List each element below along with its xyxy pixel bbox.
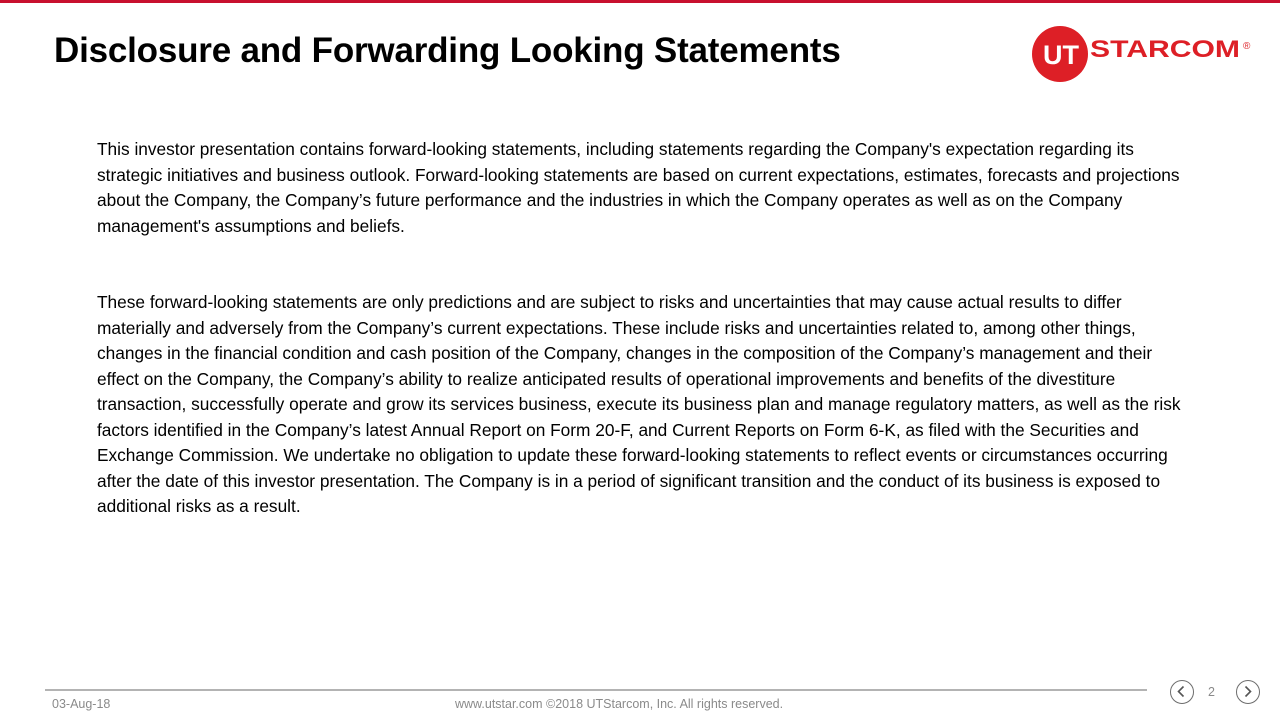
- logo-wordmark: STARCOM: [1090, 36, 1240, 63]
- top-accent-rule: [0, 0, 1280, 3]
- footer-date: 03-Aug-18: [52, 697, 111, 711]
- footer-copyright: www.utstar.com ©2018 UTStarcom, Inc. All rights reserved.: [455, 697, 784, 711]
- footer-divider: [45, 689, 1147, 691]
- disclosure-paragraph-2: These forward-looking statements are only predictions and are subject to risks and uncertainties that may cause actual results to differ materially and adversely from the Company’s current expectations. These include risks and uncertainties related to, among other things, changes in the financial condition and cash position of the Company, changes in the composition of the Company’s management and their effect on the Company, the Company’s ability to realize anticipated results of operational improvements and benefits of the divestiture transaction, successfully operate and grow its services business, execute its business plan and manage regulatory matters, as well as the risk factors identified in the Company’s latest Annual Report on Form 20-F, and Current Reports on Form 6-K, as filed with the Securities and Exchange Commission. We undertake no obligation to update these forward-looking statements to reflect events or circumstances occurring after the date of this investor presentation. The Company is in a period of significant transition and the conduct of its business is exposed to additional risks as a result.: [97, 292, 1181, 516]
- disclosure-paragraph-1: This investor presentation contains forward-looking statements, including statements regarding the Company's expectation regarding its strategic initiatives and business outlook. Forward-looking statements are based on current expectations, estimates, forecasts and projections about the Company, the Company’s future performance and the industries in which the Company operates as well as on the Company management's assumptions and beliefs.: [97, 139, 1180, 236]
- disclosure-body: [97, 137, 1187, 520]
- slide-title: Disclosure and Forwarding Looking Statements: [54, 31, 841, 70]
- logo-registered-mark: ®: [1243, 41, 1251, 52]
- logo-mark-text: UT: [1043, 40, 1079, 70]
- utstarcom-logo: [1030, 24, 1258, 84]
- chevron-right-icon: [1237, 681, 1258, 702]
- next-slide-button[interactable]: [1236, 680, 1260, 704]
- page-number: 2: [1208, 685, 1215, 699]
- chevron-left-icon: [1171, 681, 1192, 702]
- previous-slide-button[interactable]: [1170, 680, 1194, 704]
